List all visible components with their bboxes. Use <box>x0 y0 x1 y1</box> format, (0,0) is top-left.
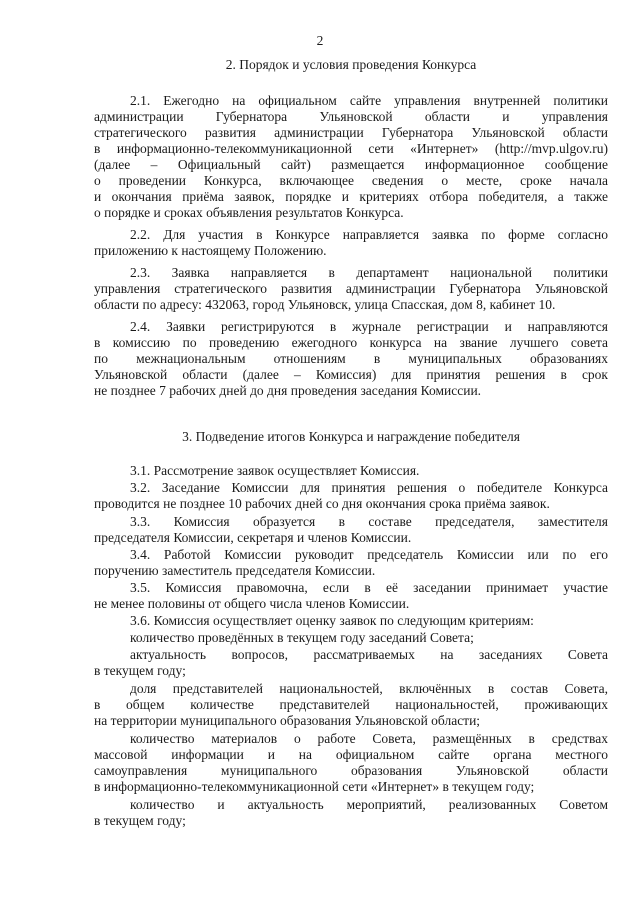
section-2-heading: 2. Порядок и условия проведения Конкурса <box>225 57 477 72</box>
paragraph-line: 2.2. Для участия в Конкурсе направляется заявка по форме согласно <box>130 227 608 242</box>
paragraph-line: о проведении Конкурса, включающее сведения о месте, сроке начала <box>94 173 608 188</box>
criteria-item: количество материалов о работе Совета, размещённых в средствах <box>130 731 608 746</box>
paragraph-line: области по адресу: 432063, город Ульяновск, улица Спасская, дом 8, кабинет 10. <box>94 297 556 312</box>
paragraph-line: 3.6. Комиссия осуществляет оценку заявок по следующим критериям: <box>130 613 534 628</box>
paragraph-line: не позднее 7 рабочих дней до дня проведения заседания Комиссии. <box>94 383 482 398</box>
paragraph-line: 2.4. Заявки регистрируются в журнале регистрации и направляются <box>130 319 608 334</box>
criteria-item: на территории муниципального образования Ульяновской области; <box>94 713 481 728</box>
paragraph-line: 3.1. Рассмотрение заявок осуществляет Комиссия. <box>130 463 420 478</box>
criteria-item: актуальность вопросов, рассматриваемых на заседаниях Совета <box>130 647 608 662</box>
criteria-item: массовой информации и на официальном сайте органа местного <box>94 747 608 762</box>
criteria-item: в информационно-телекоммуникационной сети «Интернет» в текущем году; <box>94 779 535 794</box>
paragraph-line: в комиссию по проведению ежегодного конкурса на звание лучшего совета <box>94 335 608 350</box>
paragraph-line: 3.2. Заседание Комиссии для принятия решения о победителе Конкурса <box>130 480 608 495</box>
paragraph-line: 2.1. Ежегодно на официальном сайте управления внутренней политики <box>130 93 608 108</box>
paragraph-line: и окончания приёма заявок, порядке и критериях отбора победителя, а также <box>94 189 608 204</box>
page-number: 2 <box>316 33 324 48</box>
criteria-item: в текущем году; <box>94 663 186 678</box>
paragraph-line: 3.3. Комиссия образуется в составе председателя, заместителя <box>130 514 608 529</box>
criteria-item: в общем количестве представителей национальностей, проживающих <box>94 697 608 712</box>
criteria-item: доля представителей национальностей, включённых в состав Совета, <box>130 681 608 696</box>
criteria-item: самоуправления муниципального образования Ульяновской области <box>94 763 608 778</box>
paragraph-line: проводится не позднее 10 рабочих дней со дня окончания срока приёма заявок. <box>94 496 550 511</box>
section-3-heading: 3. Подведение итогов Конкурса и награждение победителя <box>182 429 520 444</box>
paragraph-line: приложению к настоящему Положению. <box>94 243 327 258</box>
paragraph-line: председателя Комиссии, секретаря и членов Комиссии. <box>94 530 412 545</box>
paragraph-line: о порядке и сроках объявления результатов Конкурса. <box>94 205 404 220</box>
criteria-item: в текущем году; <box>94 813 186 828</box>
paragraph-line: администрации Губернатора Ульяновской области и управления <box>94 109 608 124</box>
paragraph-line: 3.4. Работой Комиссии руководит председатель Комиссии или по его <box>130 547 608 562</box>
paragraph-line: по межнациональным отношениям в муниципальных образованиях <box>94 351 608 366</box>
criteria-item: количество и актуальность мероприятий, реализованных Советом <box>130 797 608 812</box>
paragraph-line: не менее половины от общего числа членов Комиссии. <box>94 596 410 611</box>
paragraph-line: 2.3. Заявка направляется в департамент национальной политики <box>130 265 608 280</box>
paragraph-line: в информационно-телекоммуникационной сети «Интернет» (http://mvp.ulgov.ru) <box>94 141 608 156</box>
paragraph-line: управления стратегического развития администрации Губернатора Ульяновской <box>94 281 608 296</box>
paragraph-line: поручению заместитель председателя Комиссии. <box>94 563 376 578</box>
paragraph-line: Ульяновской области (далее – Комиссия) для принятия решения в срок <box>94 367 608 382</box>
criteria-item: количество проведённых в текущем году заседаний Совета; <box>130 630 474 645</box>
paragraph-line: 3.5. Комиссия правомочна, если в её заседании принимает участие <box>130 580 608 595</box>
paragraph-line: стратегического развития администрации Губернатора Ульяновской области <box>94 125 608 140</box>
paragraph-line: (далее – Официальный сайт) размещается информационное сообщение <box>94 157 608 172</box>
